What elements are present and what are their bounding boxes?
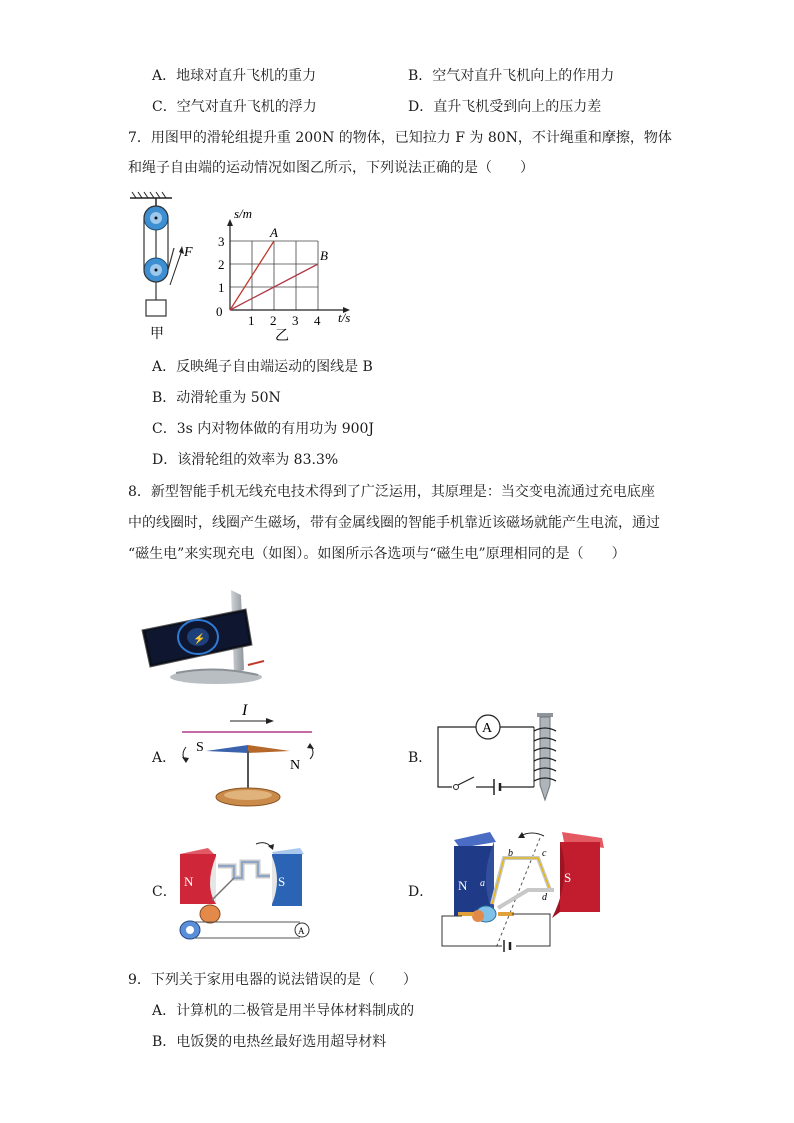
q7-option-b: B．动滑轮重为 50N (152, 390, 281, 406)
q6-option-d: D．直升飞机受到向上的压力差 (408, 99, 602, 115)
q8-stem-line2: 中的线圈时，线圈产生磁场，带有金属线圈的智能手机靠近该磁场就能产生电流，通过 (128, 515, 660, 531)
load-block (146, 300, 166, 316)
q8-stem-line3: “磁生电”来实现充电（如图）。如图所示各选项与“磁生电”原理相同的是（ ） (128, 546, 626, 562)
motor-figure (432, 828, 612, 958)
generator-figure (172, 838, 322, 948)
segment-d-label: d (542, 892, 547, 903)
electromagnet-circuit-figure (430, 705, 565, 810)
q7-option-c: C．3s 内对物体做的有用功为 900J (152, 421, 375, 437)
q7-stem-line1: 7．用图甲的滑轮组提升重 200N 的物体，已知拉力 F 为 80N，不计绳重和摩擦，物体 (128, 130, 672, 146)
origin-label: 0 (216, 304, 223, 319)
q8-option-c-label: C． (152, 884, 177, 900)
pulley-system-figure (126, 190, 206, 345)
y-axis-arrow (227, 219, 233, 226)
q8-option-a-label: A． (152, 750, 177, 766)
q6-option-b: B．空气对直升飞机向上的作用力 (408, 68, 615, 84)
segment-c-label: c (542, 848, 547, 859)
figure-jia-caption: 甲 (150, 327, 164, 342)
needle-north-label: N (290, 758, 301, 773)
segment-a-label: a (480, 878, 485, 889)
x-axis-label: t/s (338, 310, 351, 325)
q7-stem-line2: 和绳子自由端的运动情况如图乙所示，下列说法正确的是（ ） (128, 160, 534, 176)
magnet-north-label: N (184, 874, 194, 889)
figure-yi-caption: 乙 (275, 329, 289, 344)
magnet-north-label: N (458, 878, 468, 893)
q6-option-a: A．地球对直升飞机的重力 (152, 68, 317, 84)
q7-option-d: D．该滑轮组的效率为 83.3% (152, 452, 339, 468)
y-axis-label: s/m (234, 206, 253, 221)
x-tick-label: 1 (248, 313, 255, 328)
q6-option-c: C．空气对直升飞机的浮力 (152, 99, 317, 115)
magnet-south-label: S (564, 870, 572, 885)
ammeter-label: A (482, 721, 493, 736)
svg-text:⚡: ⚡ (193, 634, 206, 645)
current-label: I (242, 702, 248, 719)
ammeter-label: A (298, 926, 305, 936)
q8-stem-line1: 8．新型智能手机无线充电技术得到了广泛运用，其原理是：当交变电流通过充电底座 (128, 484, 655, 500)
q9-option-a: A．计算机的二极管是用半导体材料制成的 (152, 1003, 415, 1019)
q7-option-a: A．反映绳子自由端运动的图线是 B (152, 359, 373, 375)
x-tick-label: 4 (314, 313, 321, 328)
y-tick-label: 1 (218, 280, 225, 295)
force-label: F (184, 245, 193, 260)
series-label-A: A (270, 225, 278, 240)
y-tick-label: 3 (218, 234, 225, 249)
y-tick-label: 2 (218, 257, 225, 272)
needle-south-label: S (196, 740, 204, 755)
segment-b-label: b (508, 848, 513, 859)
q9-stem: 9．下列关于家用电器的说法错误的是（ ） (128, 972, 417, 988)
magnet-south-label: S (278, 874, 286, 889)
wireless-charger-figure (136, 585, 271, 690)
x-tick-label: 3 (292, 313, 299, 328)
q8-option-d-label: D． (408, 884, 434, 900)
s-t-chart (212, 196, 362, 346)
switch-icon[interactable] (458, 777, 474, 785)
x-tick-label: 2 (270, 313, 277, 328)
q8-option-b-label: B． (408, 750, 433, 766)
oersted-experiment-figure (172, 695, 322, 810)
q9-option-b: B．电饭煲的电热丝最好选用超导材料 (152, 1034, 387, 1050)
series-label-B: B (320, 248, 328, 263)
